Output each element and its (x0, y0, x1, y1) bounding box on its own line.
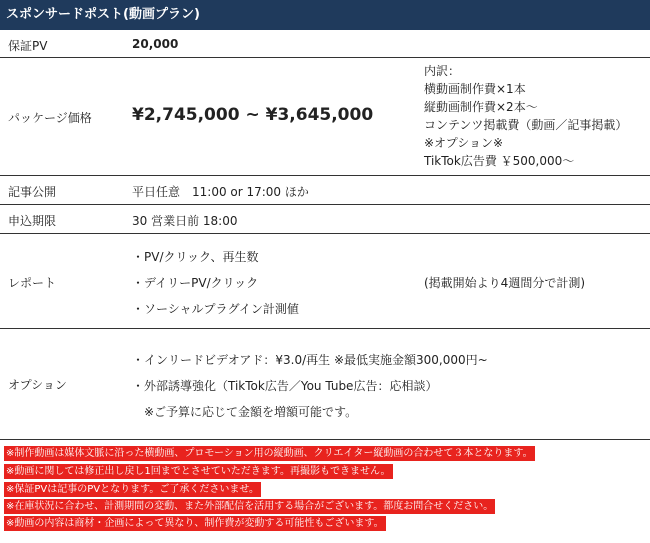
row-publish (0, 176, 650, 205)
row-options (0, 329, 650, 440)
note-line: ※在庫状況に合わせ、計測期間の変動、また外部配信を活用する場合がございます。都度お問合せください。 (6, 501, 494, 512)
row-report (0, 234, 650, 329)
breakdown-line: 縦動画制作費×2本～ (424, 100, 538, 114)
report-item: ・ソーシャルプラグイン計測値 (132, 302, 299, 316)
option-item: ・インリードビデオアド：¥3.0/再生 ※最低実施金額300,000円~ (132, 353, 488, 367)
report-item: ・デイリーPV/クリック (132, 276, 259, 290)
publish-value: 平日任意 11:00 or 17:00 ほか (132, 185, 309, 199)
options-label: オプション (8, 378, 67, 392)
note-line: ※制作動画は媒体文脈に沿った横動画、プロモーション用の縦動画、クリエイター縦動画の合わせて３本となります。 (6, 448, 533, 459)
package-price-value: ¥2,745,000 ~ ¥3,645,000 (132, 105, 374, 125)
option-item: ・外部誘導強化（TikTok広告／You Tube広告：応相談） (132, 379, 438, 393)
report-note: (掲載開始より4週間分で計測) (424, 276, 585, 290)
report-items (132, 244, 299, 322)
row-package-price (0, 58, 650, 176)
report-label: レポート (8, 276, 57, 290)
breakdown-line: コンテンツ掲載費（動画／記事掲載） (424, 118, 628, 132)
price-breakdown (424, 62, 627, 170)
report-item: ・PV/クリック、再生数 (132, 250, 259, 264)
row-guaranteed-pv (0, 30, 650, 58)
note-line: ※動画の内容は商材・企画によって異なり、制作費が変動する可能性もございます。 (6, 518, 384, 529)
breakdown-line: ※オプション※ (424, 136, 504, 150)
breakdown-line: 横動画制作費×1本 (424, 82, 526, 96)
breakdown-line: TikTok広告費 ￥500,000～ (424, 154, 575, 168)
note-line: ※動画に関しては修正出し戻し1回までとさせていただきます。再撮影もできません。 (6, 466, 391, 477)
breakdown-line: 内訳： (424, 64, 461, 78)
options-items (132, 347, 488, 425)
deadline-value: 30 営業日前 18:00 (132, 214, 238, 228)
page-title: スポンサードポスト(動画プラン) (0, 0, 650, 30)
guaranteed-pv-label: 保証PV (8, 39, 48, 53)
option-item: ※ご予算に応じて金額を増額可能です。 (132, 405, 358, 419)
deadline-label: 申込期限 (8, 214, 57, 228)
publish-label: 記事公開 (8, 185, 57, 199)
package-price-label: パッケージ価格 (8, 111, 92, 125)
row-deadline (0, 205, 650, 234)
note-line: ※保証PVは記事のPVとなります。ご了承くださいませ。 (6, 484, 260, 495)
guaranteed-pv-value: 20,000 (132, 37, 179, 51)
